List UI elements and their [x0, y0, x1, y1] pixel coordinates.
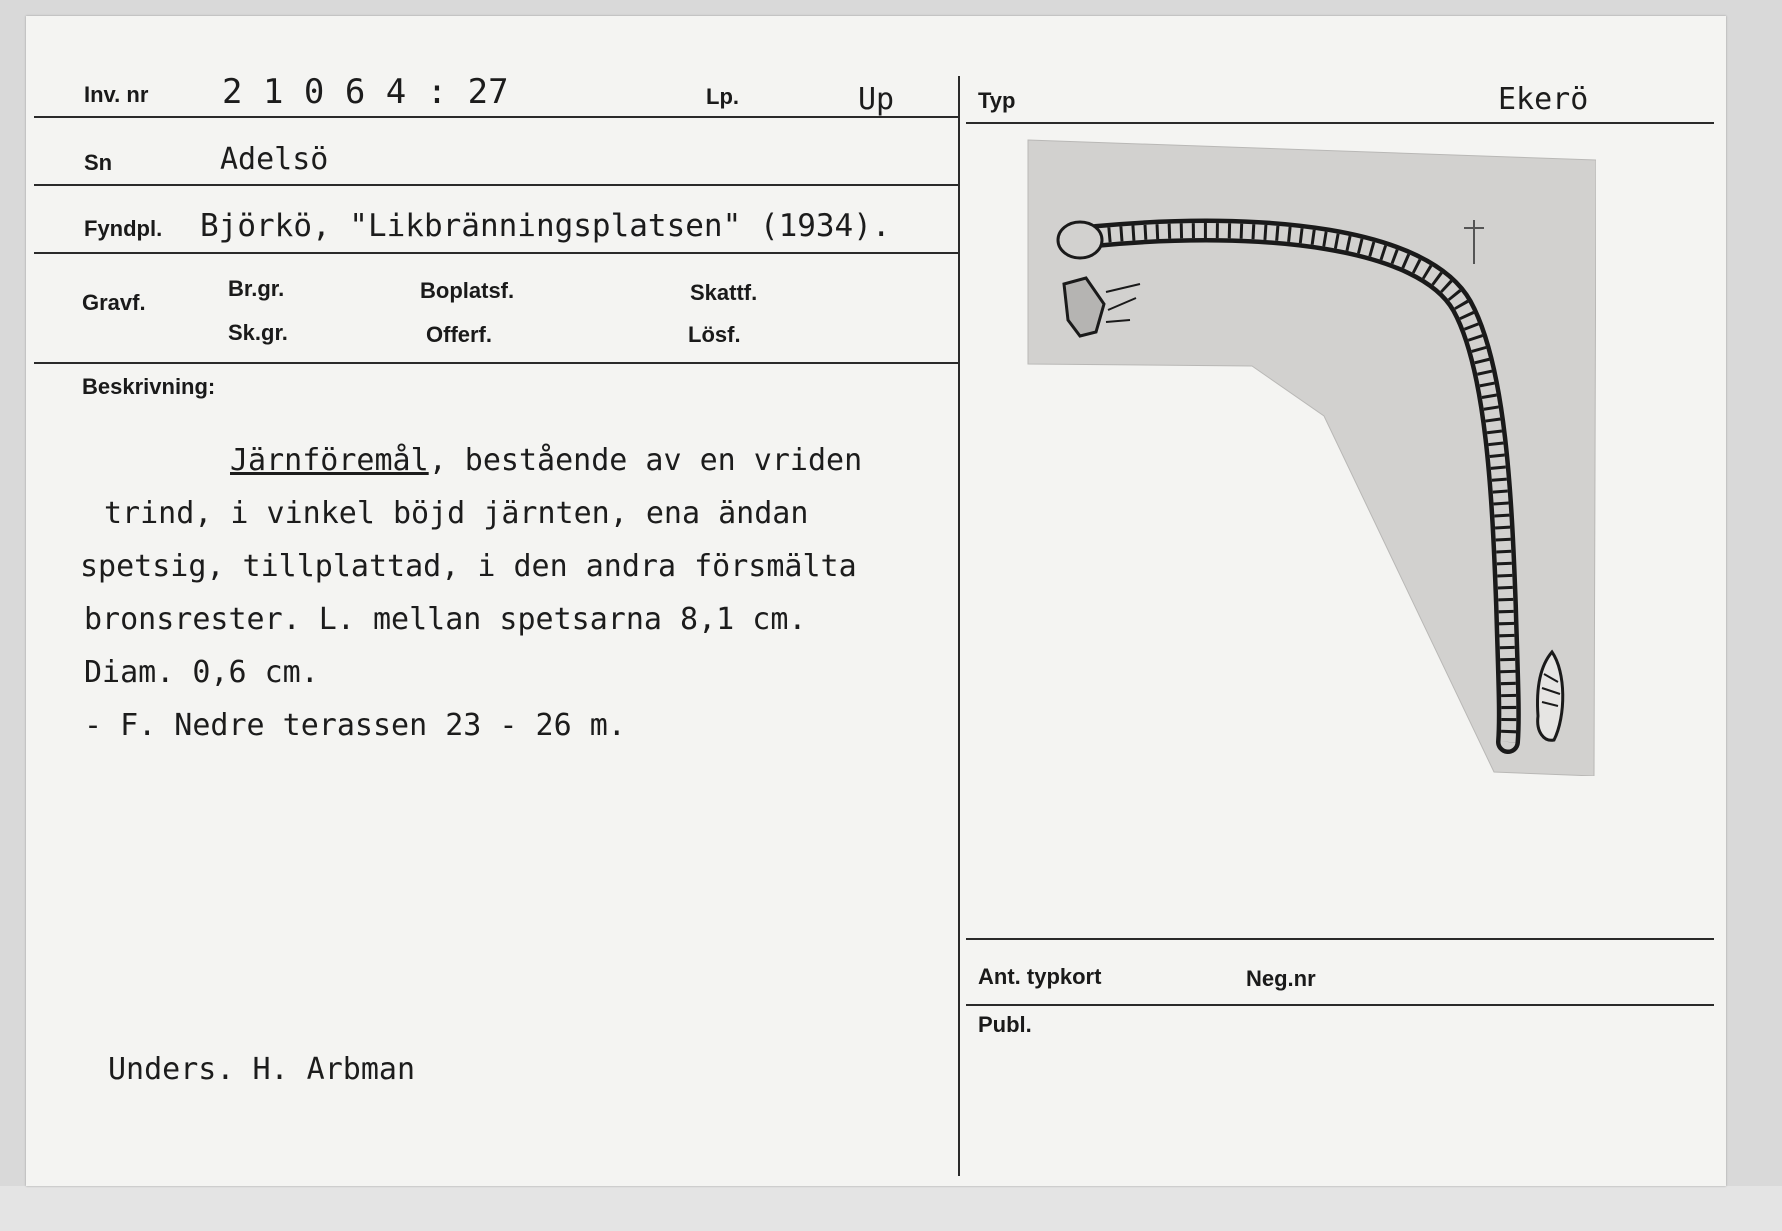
description-line: bronsrester. L. mellan spetsarna 8,1 cm. [84, 602, 807, 637]
description-line-first [84, 434, 984, 487]
fyndpl-value: Björkö, "Likbränningsplatsen" (1934). [200, 208, 891, 244]
skgr-label: Sk.gr. [228, 320, 288, 345]
rule-inv [34, 116, 958, 118]
rule-sn [34, 184, 958, 186]
description-line: trind, i vinkel böjd järnten, ena ändan [104, 496, 809, 531]
typ-label: Typ [978, 88, 1016, 113]
ant-typkort-label: Ant. typkort [978, 964, 1102, 989]
fyndpl-label: Fyndpl. [84, 216, 163, 241]
brgr-label: Br.gr. [228, 276, 285, 301]
catalog-card [26, 16, 1726, 1186]
description-line: - F. Nedre terassen 23 - 26 m. [84, 708, 626, 743]
unders-signature: Unders. H. Arbman [108, 1052, 416, 1087]
rod-end-knob [1058, 222, 1102, 258]
description-line: Diam. 0,6 cm. [84, 655, 319, 690]
skattf-label: Skattf. [690, 280, 758, 305]
boplatsf-label: Boplatsf. [420, 278, 515, 303]
description-underlined: Järnföremål [230, 443, 429, 478]
rule-ant-typkort [966, 938, 1714, 940]
artifact-drawing [1024, 136, 1596, 776]
gravf-label: Gravf. [82, 290, 146, 315]
sn-value: Adelsö [220, 142, 329, 177]
description [80, 434, 984, 752]
offerf-label: Offerf. [426, 322, 492, 347]
lp-value: Up [858, 82, 895, 117]
typ-value: Ekerö [1498, 82, 1589, 117]
rule-fyndpl [34, 252, 958, 254]
background-strip [0, 1186, 1782, 1231]
description-line1-rest: , bestående av en vriden [428, 443, 863, 478]
lp-label: Lp. [706, 84, 739, 109]
publ-label: Publ. [978, 1012, 1032, 1037]
beskrivning-label: Beskrivning: [82, 374, 216, 399]
rule-typ [966, 122, 1714, 124]
inv-value: 2 1 0 6 4 : 27 [222, 72, 509, 112]
losf-label: Lösf. [688, 322, 741, 347]
rule-publ [966, 1004, 1714, 1006]
inv-label: Inv. nr [84, 82, 149, 107]
rule-gravf [34, 362, 958, 364]
description-line: spetsig, tillplattad, i den andra försmälta [80, 549, 857, 584]
sn-label: Sn [84, 150, 113, 175]
negnr-label: Neg.nr [1246, 966, 1316, 991]
